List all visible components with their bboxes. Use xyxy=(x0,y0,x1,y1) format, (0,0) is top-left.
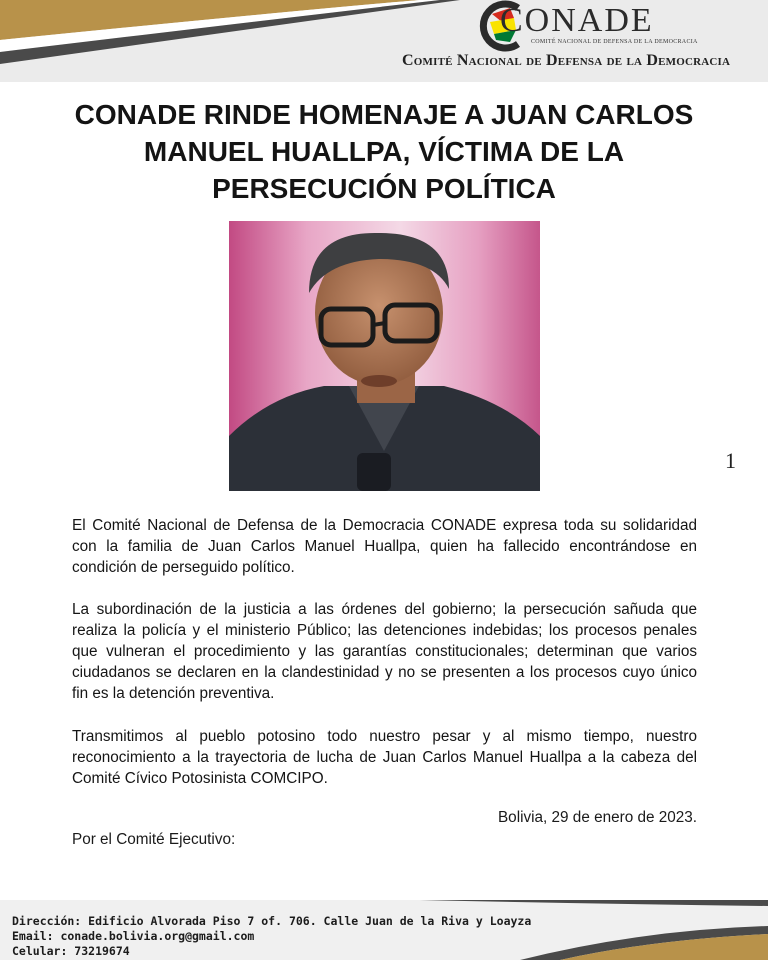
document-title: CONADE RINDE HOMENAJE A JUAN CARLOS MANUEL HUALLPA, VÍCTIMA DE LA PERSECUCIÓN POLÍTICA xyxy=(74,99,694,204)
footer-email[interactable]: Email: conade.bolivia.org@gmail.com xyxy=(12,929,255,943)
date-line: Bolivia, 29 de enero de 2023. xyxy=(497,809,697,826)
letterhead-header xyxy=(0,0,768,82)
footer-phone: Celular: 73219674 xyxy=(12,944,130,958)
page-number: 1 xyxy=(725,448,736,473)
organization-name: Comité Nacional de Defensa de la Democracia xyxy=(402,52,731,69)
footer-address: Dirección: Edificio Alvorada Piso 7 of. 706. Calle Juan de la Riva y Loayza xyxy=(12,914,532,928)
paragraph-justice: La subordinación de la justicia a las órdenes del gobierno; la persecución sañuda que realiza la policía y el ministerio Público; las detenciones indebidas; los procesos penales que vulneran el procedimiento y las garantías constitucionales; determinan que varios ciudadanos se declaren en la clandestinidad y no se presenten a los procesos cuyo único fin es la detención preventiva. xyxy=(72,601,697,702)
portrait-photo xyxy=(229,221,540,491)
paragraph-recognition: Transmitimos al pueblo potosino todo nuestro pesar y al mismo tiempo, nuestro reconocimiento a la trayectoria de lucha de Juan Carlos Manuel Huallpa a la cabeza del Comité Cívico Potosinista COMCIPO. xyxy=(72,728,697,787)
logo-wordmark: CONADE xyxy=(500,2,654,39)
logo-subtitle: COMITÉ NACIONAL DE DEFENSA DE LA DEMOCRACIA xyxy=(531,39,698,45)
signature-line: Por el Comité Ejecutivo: xyxy=(72,831,236,848)
paragraph-solidarity: El Comité Nacional de Defensa de la Democracia CONADE expresa toda su solidaridad con la familia de Juan Carlos Manuel Huallpa, quien ha fallecido encontrándose en condición de perseguido político. xyxy=(72,517,697,576)
